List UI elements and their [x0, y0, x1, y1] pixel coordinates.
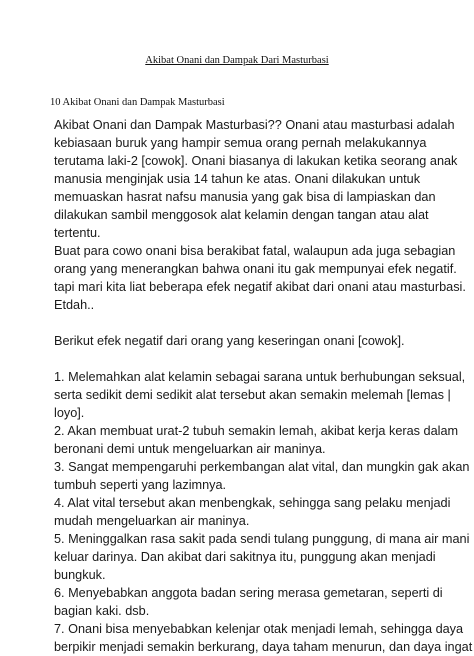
- list-line: beronani demi untuk mengeluarkan air maninya.: [54, 442, 326, 456]
- paragraph-gap: [54, 314, 434, 332]
- document-subtitle: 10 Akibat Onani dan Dampak Masturbasi: [50, 97, 225, 108]
- text-line: tapi mari kita liat beberapa efek negatif akibat dari onani atau masturbasi.: [54, 280, 466, 294]
- list-line: 3. Sangat mempengaruhi perkembangan alat vital, dan mungkin gak akan: [54, 460, 470, 474]
- list-line: bungkuk.: [54, 568, 106, 582]
- list-line: 2. Akan membuat urat-2 tubuh semakin lemah, akibat kerja keras dalam: [54, 424, 459, 438]
- text-line: Etdah..: [54, 298, 95, 312]
- document-body: [54, 116, 473, 656]
- list-line: serta sedikit demi sedikit alat tersebut akan semakin melemah [lemas |: [54, 388, 451, 402]
- list-line: loyo].: [54, 406, 85, 420]
- effects-list: [54, 368, 473, 656]
- intro-paragraph: [54, 116, 466, 314]
- list-line: 1. Melemahkan alat kelamin sebagai sarana untuk berhubungan seksual,: [54, 370, 466, 384]
- list-line: berpikir menjadi semakin berkurang, daya taham menurun, dan daya ingat: [54, 640, 473, 654]
- text-line: manusia menginjak usia 14 tahun ke atas. Onani dilakukan untuk: [54, 172, 421, 186]
- list-line: bagian kaki. dsb.: [54, 604, 150, 618]
- text-line: Buat para cowo onani bisa berakibat fatal, walaupun ada juga sebagian: [54, 244, 456, 258]
- text-line: terutama laki-2 [cowok]. Onani biasanya di lakukan ketika seorang anak: [54, 154, 458, 168]
- text-line: Akibat Onani dan Dampak Masturbasi?? Onani atau masturbasi adalah: [54, 118, 455, 132]
- text-line: kebiasaan buruk yang hampir semua orang pernah melakukannya: [54, 136, 427, 150]
- text-line: orang yang menerangkan bahwa onani itu gak mempunyai efek negatif.: [54, 262, 457, 276]
- effects-heading: Berikut efek negatif dari orang yang keseringan onani [cowok].: [54, 334, 405, 348]
- list-line: tumbuh seperti yang lazimnya.: [54, 478, 227, 492]
- paragraph-gap: [54, 350, 434, 368]
- document-title: Akibat Onani dan Dampak Dari Masturbasi: [145, 55, 329, 66]
- text-line: dilakukan sambil menggosok alat kelamin dengan tangan atau alat: [54, 208, 429, 222]
- list-line: 7. Onani bisa menyebabkan kelenjar otak menjadi lemah, sehingga daya: [54, 622, 464, 636]
- text-line: tertentu.: [54, 226, 101, 240]
- list-line: 6. Menyebabkan anggota badan sering merasa gemetaran, seperti di: [54, 586, 443, 600]
- list-line: 4. Alat vital tersebut akan menbengkak, sehingga sang pelaku menjadi: [54, 496, 451, 510]
- list-line: 5. Meninggalkan rasa sakit pada sendi tulang punggung, di mana air mani: [54, 532, 470, 546]
- text-line: memuaskan hasrat nafsu manusia yang gak bisa di lampiaskan dan: [54, 190, 436, 204]
- list-line: keluar darinya. Dan akibat dari sakitnya itu, punggung akan menjadi: [54, 550, 436, 564]
- list-line: mudah mengeluarkan air maninya.: [54, 514, 250, 528]
